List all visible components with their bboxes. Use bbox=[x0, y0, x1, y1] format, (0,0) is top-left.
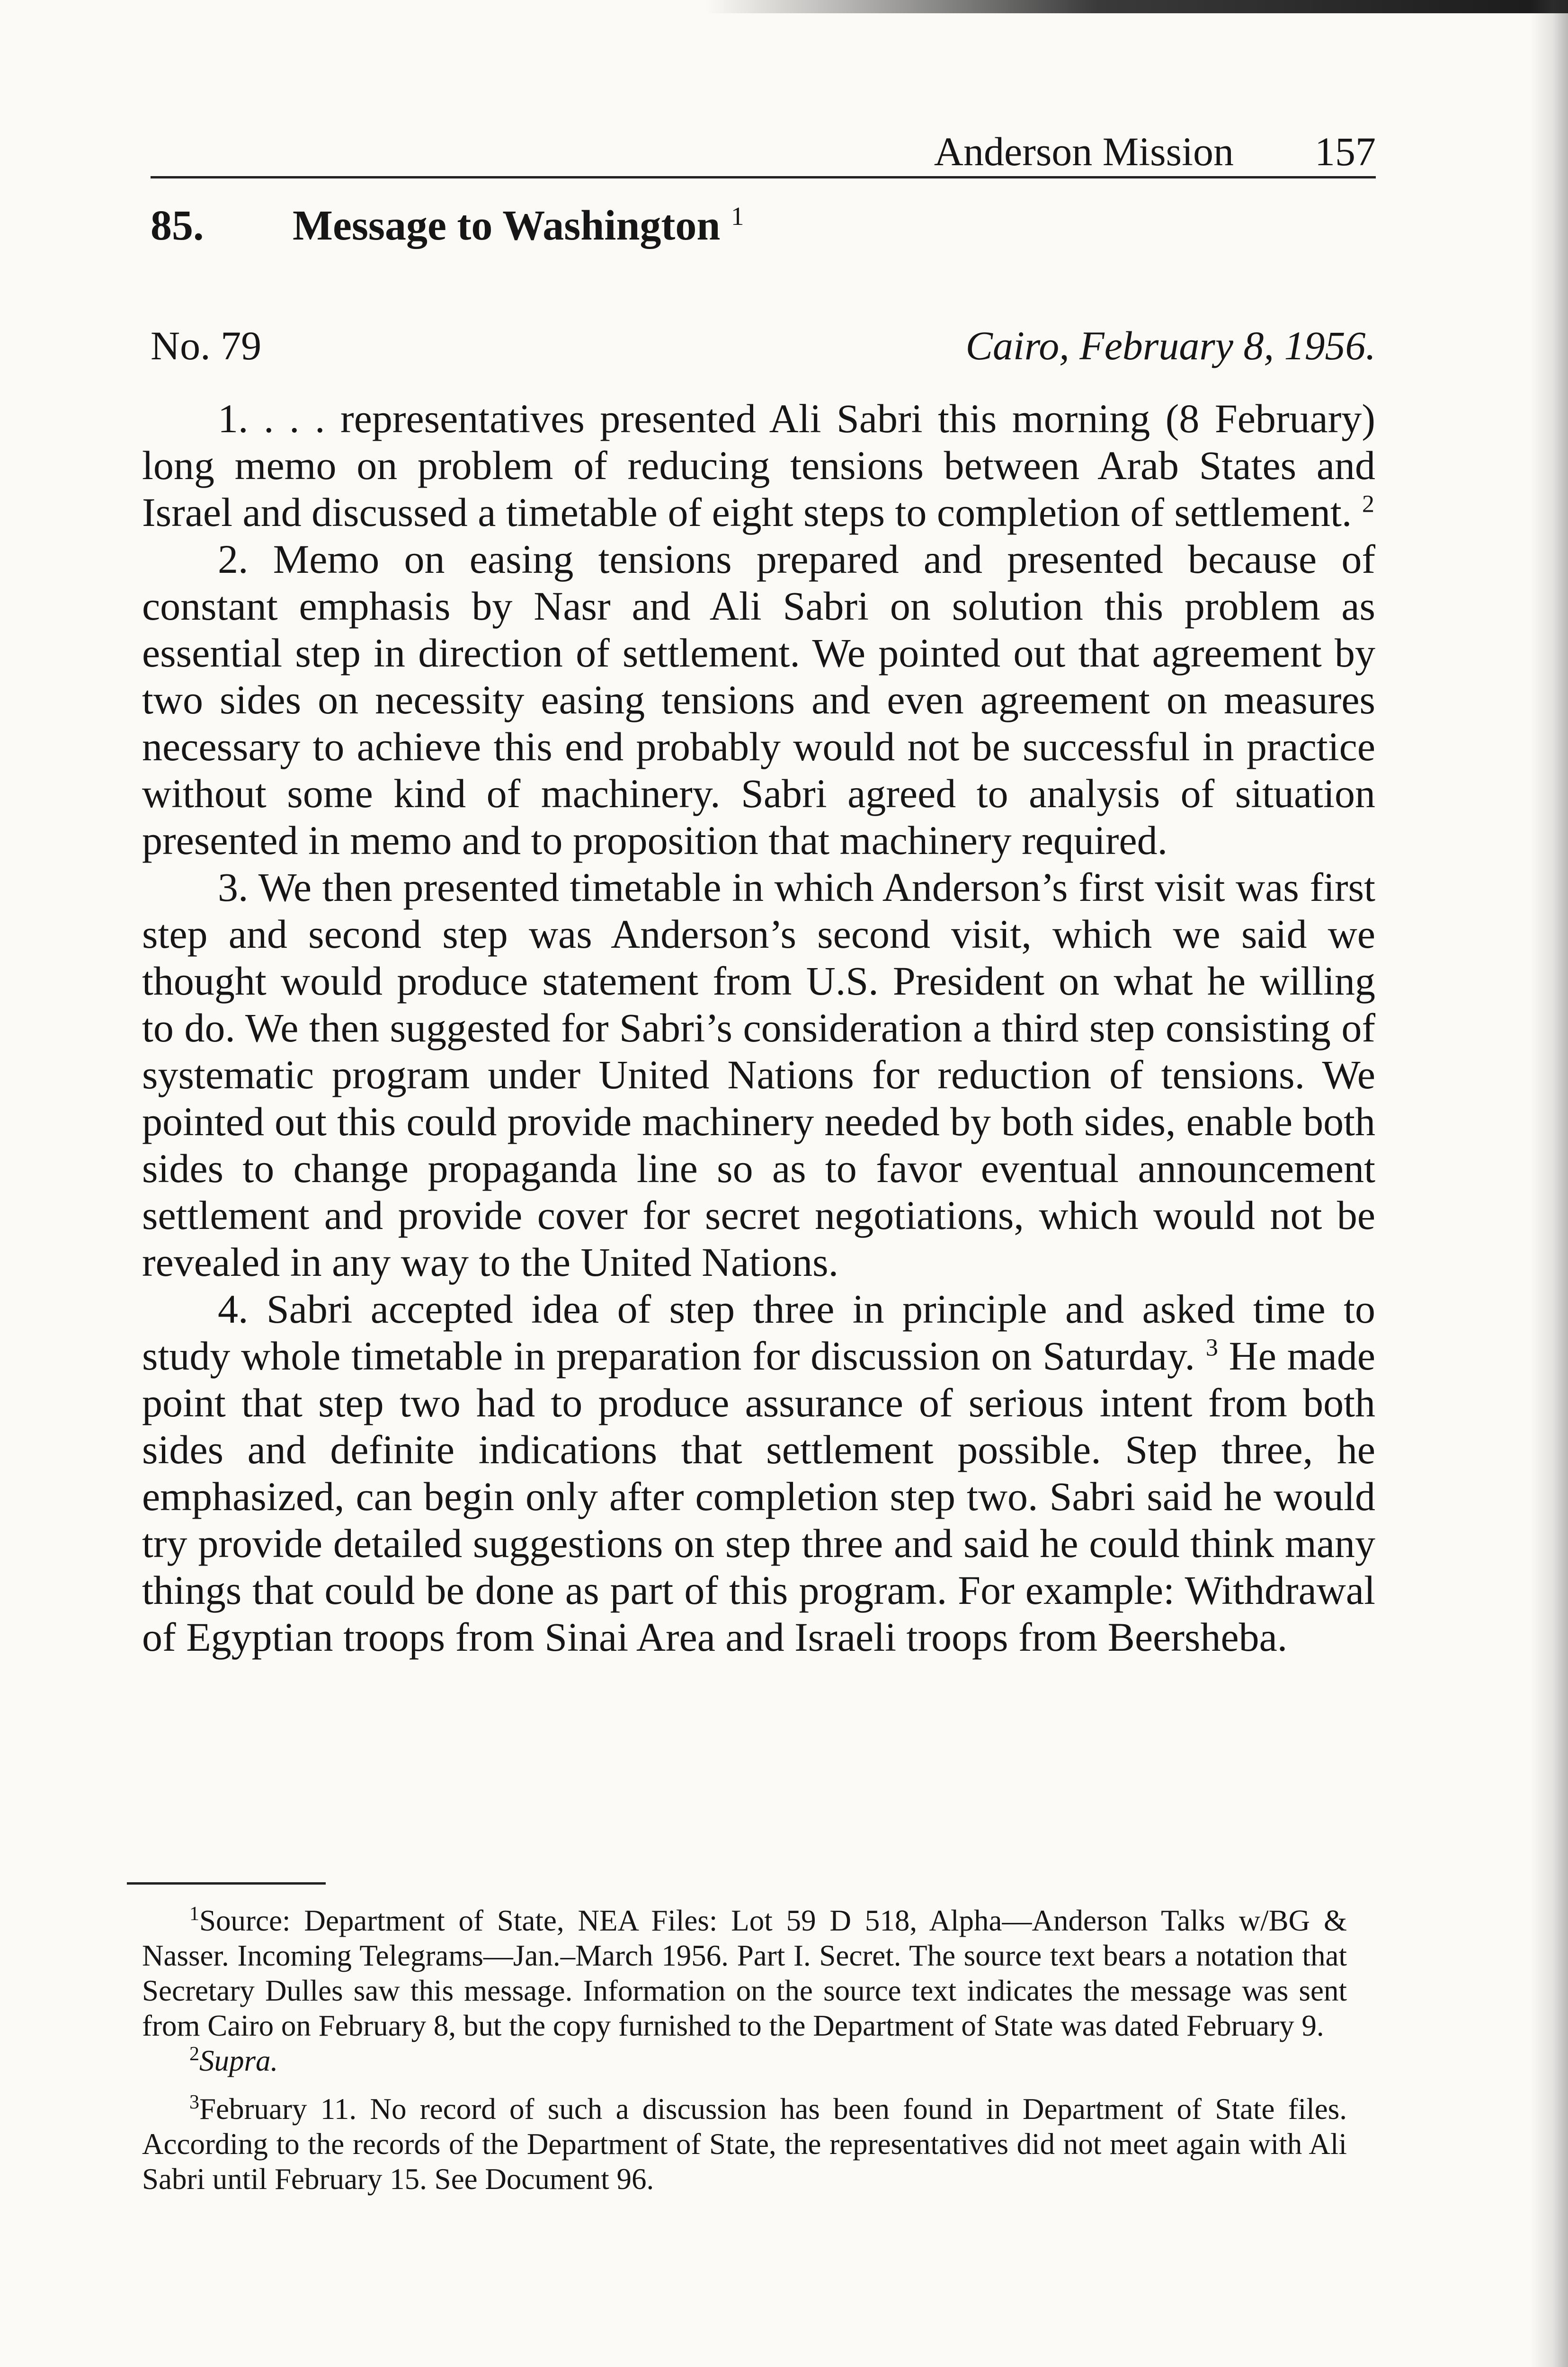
paragraph-2-text: 2. Memo on easing tensions prepared and presented because of constant emphasis by Nasr and Ali Sabri on solution this problem as essential step in direction of settlement. We pointed out that agreement by two sides on necessity easing tensions and even agreement on measures necessary to achieve this end probably would not be successful in practice without some kind of machinery. Sabri agreed to analysis of situation presented in memo and to proposition that machinery required. bbox=[142, 536, 1375, 863]
scan-top-edge bbox=[0, 0, 1568, 13]
footnote-ref-1: 1 bbox=[731, 202, 744, 231]
paragraph-3-text: 3. We then presented timetable in which Anderson’s first visit was first step and second step was Anderson’s second visit, which we said we thought would produce statement from U.S. President on what he willing to do. We then suggested for Sabri’s consideration a third step consisting of systematic program under United Nations for reduction of tensions. We pointed out this could provide machinery needed by both sides, enable both sides to change propaganda line so as to favor eventual announcement settlement and provide cover for secret negotiations, which would not be revealed in any way to the United Nations. bbox=[142, 864, 1375, 1285]
footnote-3-mark: 3 bbox=[189, 2091, 199, 2113]
footnote-1-text: Source: Department of State, NEA Files: Lot 59 D 518, Alpha—Anderson Talks w/BG & Nasser. Incoming Telegrams—Jan.–March 1956. Part I. Secret. The source text bears a notation that Secretary Dulles saw this message. Information on the source text indicates the message was sent from Cairo on February 8, but the copy furnished to the Department of State was dated February 9. bbox=[142, 1904, 1347, 2042]
paragraph-4 bbox=[142, 1286, 1375, 1661]
footnote-2-text: Supra. bbox=[199, 2044, 278, 2077]
paragraph-4-text-b: He made point that step two had to produce assurance of serious intent from both sides and definite indications that settlement possible. Step three, he emphasized, can begin only after completion step two. Sabri said he would try provide detailed suggestions on step three and said he could think many things that could be done as part of this program. For example: Withdrawal of Egyptian troops from Sinai Area and Israeli troops from Beersheba. bbox=[142, 1333, 1376, 1660]
page-number: 157 bbox=[1315, 129, 1376, 174]
footnote-1-mark: 1 bbox=[189, 1903, 199, 1925]
place-date: Cairo, February 8, 1956. bbox=[965, 323, 1376, 368]
paragraph-4-text-a: 4. Sabri accepted idea of step three in principle and asked time to study whole timetable in preparation for discussion on Saturday. bbox=[142, 1286, 1375, 1379]
paragraph-3 bbox=[142, 864, 1375, 1286]
footnote-divider bbox=[127, 1882, 326, 1885]
running-head bbox=[151, 124, 1376, 178]
running-head-title: Anderson Mission bbox=[934, 129, 1234, 174]
paragraph-2 bbox=[142, 536, 1375, 864]
footnote-spacer bbox=[142, 2078, 1347, 2091]
footnote-1 bbox=[142, 1903, 1347, 2043]
footnote-3-text: February 11. No record of such a discussion has been found in Department of State files. According to the records of the Department of State, the representatives did not meet again with Ali Sabri until February 15. See Document 96. bbox=[142, 2092, 1347, 2196]
footnote-ref-2: 2 bbox=[1362, 490, 1374, 518]
footnote-3 bbox=[142, 2091, 1347, 2197]
footnote-2-mark: 2 bbox=[189, 2043, 199, 2065]
scan-right-edge bbox=[1530, 0, 1568, 2367]
footnote-2 bbox=[142, 2043, 1347, 2078]
paragraph-1-text: 1. . . . representatives presented Ali Sabri this morning (8 February) long memo on problem of reducing tensions between Arab States and Israel and discussed a timetable of eight steps to completion of settlement. bbox=[142, 396, 1375, 535]
message-meta bbox=[151, 322, 1376, 374]
document-heading bbox=[151, 201, 744, 250]
document-number: 85. bbox=[151, 202, 204, 249]
footnotes bbox=[142, 1903, 1347, 2197]
paragraph-1 bbox=[142, 395, 1375, 536]
message-number: No. 79 bbox=[151, 323, 262, 368]
document-title: Message to Washington bbox=[293, 202, 721, 249]
footnote-ref-3: 3 bbox=[1205, 1334, 1218, 1361]
message-body bbox=[142, 395, 1375, 1661]
